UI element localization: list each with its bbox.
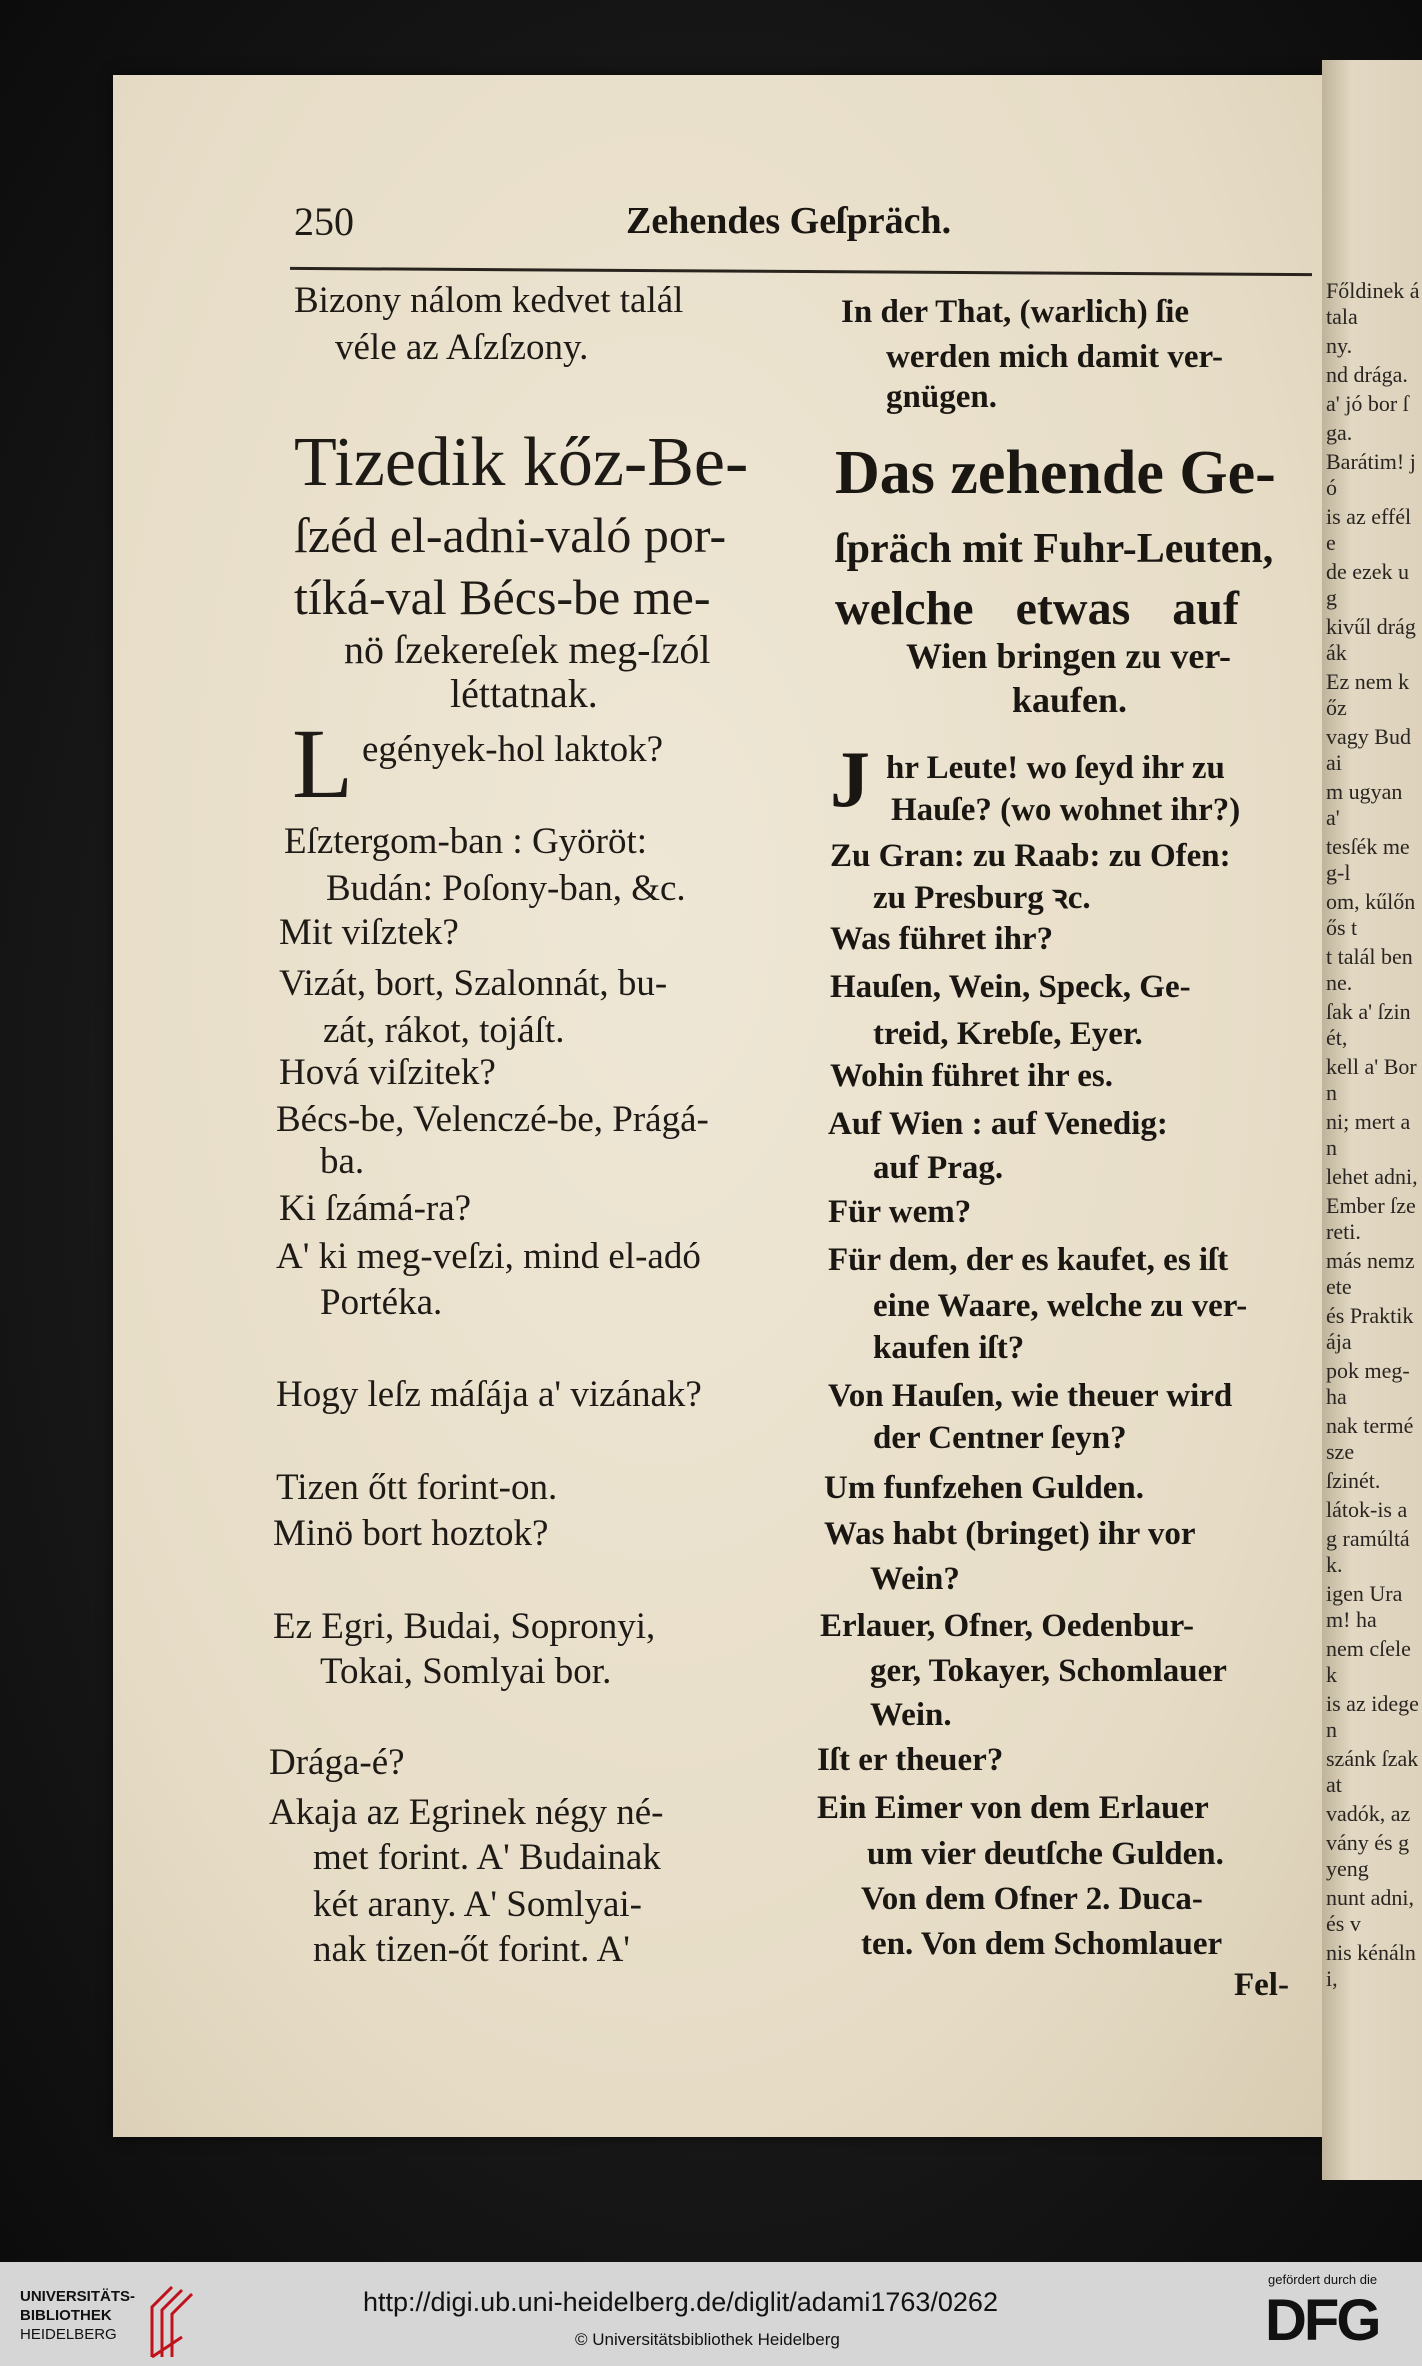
text-line: m ugyan a' <box>1326 779 1403 830</box>
text-line: auf Prag. <box>873 1150 1004 1186</box>
text-line: om, kűlőnős t <box>1326 889 1416 940</box>
text-line: treid, Krebſe, Eyer. <box>873 1016 1143 1052</box>
chapter-heading: ſzéd el-adni-való por- <box>294 507 727 563</box>
text-line: Bécs-be, Velenczé-be, Prágá- <box>276 1099 709 1140</box>
text-line: In der That, (warlich) ſie <box>841 294 1190 330</box>
text-line: Minö bort hoztok? <box>273 1513 549 1554</box>
text-line: eine Waare, welche zu ver- <box>873 1288 1248 1324</box>
text-line: kell a' Born <box>1326 1054 1417 1105</box>
text-line: nem cſelek <box>1326 1636 1411 1687</box>
text-line: Um funfzehen Gulden. <box>824 1470 1144 1506</box>
text-line: is az efféle <box>1326 504 1412 555</box>
text-line: zu Presburg ꝛc. <box>873 880 1091 916</box>
text-line: Főldinek átala <box>1326 278 1420 329</box>
facing-page-edge <box>1322 60 1422 2180</box>
text-line: Was führet ihr? <box>830 921 1054 957</box>
text-line: der Centner ſeyn? <box>873 1420 1127 1456</box>
text-line: Wein. <box>870 1697 952 1733</box>
text-line: t talál benne. <box>1326 944 1413 995</box>
library-name: BIBLIOTHEK <box>20 2307 112 2324</box>
text-line: ny. <box>1326 333 1353 358</box>
text-line: Mit viſztek? <box>279 912 459 953</box>
text-line: Tokai, Somlyai bor. <box>320 1651 612 1692</box>
text-line: um vier deutſche Gulden. <box>867 1836 1224 1872</box>
text-line: szánk ſzakat <box>1326 1746 1419 1797</box>
page-number: 250 <box>294 199 354 244</box>
text-line: Hauſen, Wein, Speck, Ge- <box>830 969 1191 1005</box>
text-line: nak tizen-őt forint. A' <box>313 1929 630 1970</box>
text-line: Ki ſzámá-ra? <box>279 1188 472 1229</box>
dfg-logo: DFG <box>1265 2288 1379 2353</box>
text-line: Wohin führet ihr es. <box>830 1058 1113 1094</box>
text-line: zát, rákot, tojáſt. <box>323 1010 565 1051</box>
text-line: Barátim! jó <box>1326 449 1416 500</box>
library-city: HEIDELBERG <box>20 2326 117 2343</box>
text-line: Hová viſzitek? <box>279 1052 496 1093</box>
chapter-heading: Tizedik kőz-Be- <box>294 424 749 501</box>
drop-cap: L <box>292 708 354 819</box>
text-line: ni; mert an <box>1326 1109 1411 1160</box>
text-line: Eſztergom-ban : Györöt: <box>284 821 648 862</box>
text-line: de ezek ug <box>1326 559 1410 610</box>
text-line: két arany. A' Somlyai- <box>313 1884 642 1925</box>
footer-bar <box>0 2262 1422 2366</box>
text-line: nak természe <box>1326 1413 1414 1464</box>
text-line: Ein Eimer von dem Erlauer <box>817 1790 1209 1826</box>
chapter-heading: kaufen. <box>1012 680 1128 720</box>
text-line: tesſék meg-l <box>1326 834 1410 885</box>
text-line: Tizen őtt forint-on. <box>276 1467 558 1508</box>
text-line: is az idegen <box>1326 1691 1419 1742</box>
text-line: Zu Gran: zu Raab: zu Ofen: <box>830 838 1231 874</box>
text-line: met forint. A' Budainak <box>313 1837 661 1878</box>
text-line: Für wem? <box>828 1194 972 1230</box>
chapter-heading: Wien bringen zu ver- <box>906 636 1231 676</box>
drop-cap: J <box>830 736 870 824</box>
text-line: Von Hauſen, wie theuer wird <box>828 1378 1233 1414</box>
text-line: Ez Egri, Budai, Sopronyi, <box>273 1606 656 1647</box>
text-line: Akaja az Egrinek négy né- <box>269 1792 664 1833</box>
text-line: ba. <box>320 1141 365 1182</box>
text-line: látok-is a <box>1326 1497 1408 1522</box>
text-line: lehet adni, <box>1326 1164 1418 1189</box>
chapter-heading: ſpräch mit Fuhr-Leuten, <box>835 526 1274 572</box>
text-line: Iſt er theuer? <box>817 1742 1004 1778</box>
text-line: ga. <box>1326 420 1353 445</box>
text-line: Auf Wien : auf Venedig: <box>828 1106 1168 1142</box>
library-name: UNIVERSITÄTS- <box>20 2288 136 2305</box>
text-line: Ez nem kőz <box>1326 669 1410 720</box>
chapter-heading: tíká-val Bécs-be me- <box>294 569 711 625</box>
text-line: kaufen iſt? <box>873 1330 1025 1366</box>
text-line: A' ki meg-veſzi, mind el-adó <box>276 1236 701 1277</box>
text-line: Für dem, der es kaufet, es iſt <box>828 1242 1229 1278</box>
text-line: ger, Tokayer, Schomlauer <box>870 1653 1227 1689</box>
text-line: kivűl drágák <box>1326 614 1416 665</box>
text-line: nunt adni, és v <box>1326 1885 1414 1936</box>
text-line: ſak a' ſzinét, <box>1326 999 1411 1050</box>
permalink-url[interactable]: http://digi.ub.uni-heidelberg.de/diglit/adami1763/0262 <box>363 2287 998 2317</box>
text-line: Von dem Ofner 2. Duca- <box>861 1881 1203 1917</box>
text-line: Drága-é? <box>269 1742 405 1783</box>
text-line: nd drága. <box>1326 362 1408 387</box>
chapter-heading: Das zehende Ge- <box>835 439 1276 507</box>
text-line: pok meg-ha <box>1326 1358 1410 1409</box>
catchword: Fel- <box>1234 1967 1289 2003</box>
chapter-heading: nö ſzekereſek meg-ſzól <box>344 627 711 672</box>
text-line: Wein? <box>870 1561 960 1597</box>
text-line: egények-hol laktok? <box>362 729 664 770</box>
text-line: werden mich damit ver- <box>886 339 1223 375</box>
text-line: ten. Von dem Schomlauer <box>861 1926 1223 1962</box>
library-logo-icon <box>142 2282 198 2362</box>
text-line: Vizát, bort, Szalonnát, bu- <box>279 963 668 1004</box>
text-line: gnügen. <box>886 379 997 415</box>
text-line: a' jó bor ſ <box>1326 391 1409 416</box>
text-line: Budán: Poſony-ban, &c. <box>326 868 686 909</box>
text-line: nis kénálni, <box>1326 1940 1416 1991</box>
text-line: más nemzete <box>1326 1248 1415 1299</box>
copyright: © Universitätsbibliothek Heidelberg <box>575 2330 840 2349</box>
text-line: vadók, az <box>1326 1801 1411 1826</box>
text-line: g ramúlták. <box>1326 1526 1410 1577</box>
text-line: Erlauer, Ofner, Oedenbur- <box>820 1608 1195 1644</box>
text-line: véle az Aſzſzony. <box>335 327 589 368</box>
text-line: vány és gyeng <box>1326 1830 1410 1881</box>
text-line: hr Leute! wo ſeyd ihr zu <box>886 750 1225 786</box>
text-line: Ember ſzereti. <box>1326 1193 1416 1244</box>
text-line: Portéka. <box>320 1282 443 1323</box>
text-line: igen Uram! ha <box>1326 1581 1403 1632</box>
chapter-heading: welche etwas auf <box>835 582 1239 635</box>
text-line: Hauſe? (wo wohnet ihr?) <box>891 792 1241 828</box>
text-line: ſzinét. <box>1326 1468 1381 1493</box>
running-title: Zehendes Geſpräch. <box>626 200 952 242</box>
text-line: Bizony nálom kedvet talál <box>294 280 684 321</box>
text-line: Hogy leſz máſája a' vizának? <box>276 1374 702 1415</box>
text-line: Was habt (bringet) ihr vor <box>824 1516 1196 1552</box>
text-line: vagy Budai <box>1326 724 1411 775</box>
chapter-heading: léttatnak. <box>450 671 598 716</box>
text-line: és Praktikája <box>1326 1303 1414 1354</box>
funding-label: gefördert durch die <box>1268 2272 1378 2287</box>
